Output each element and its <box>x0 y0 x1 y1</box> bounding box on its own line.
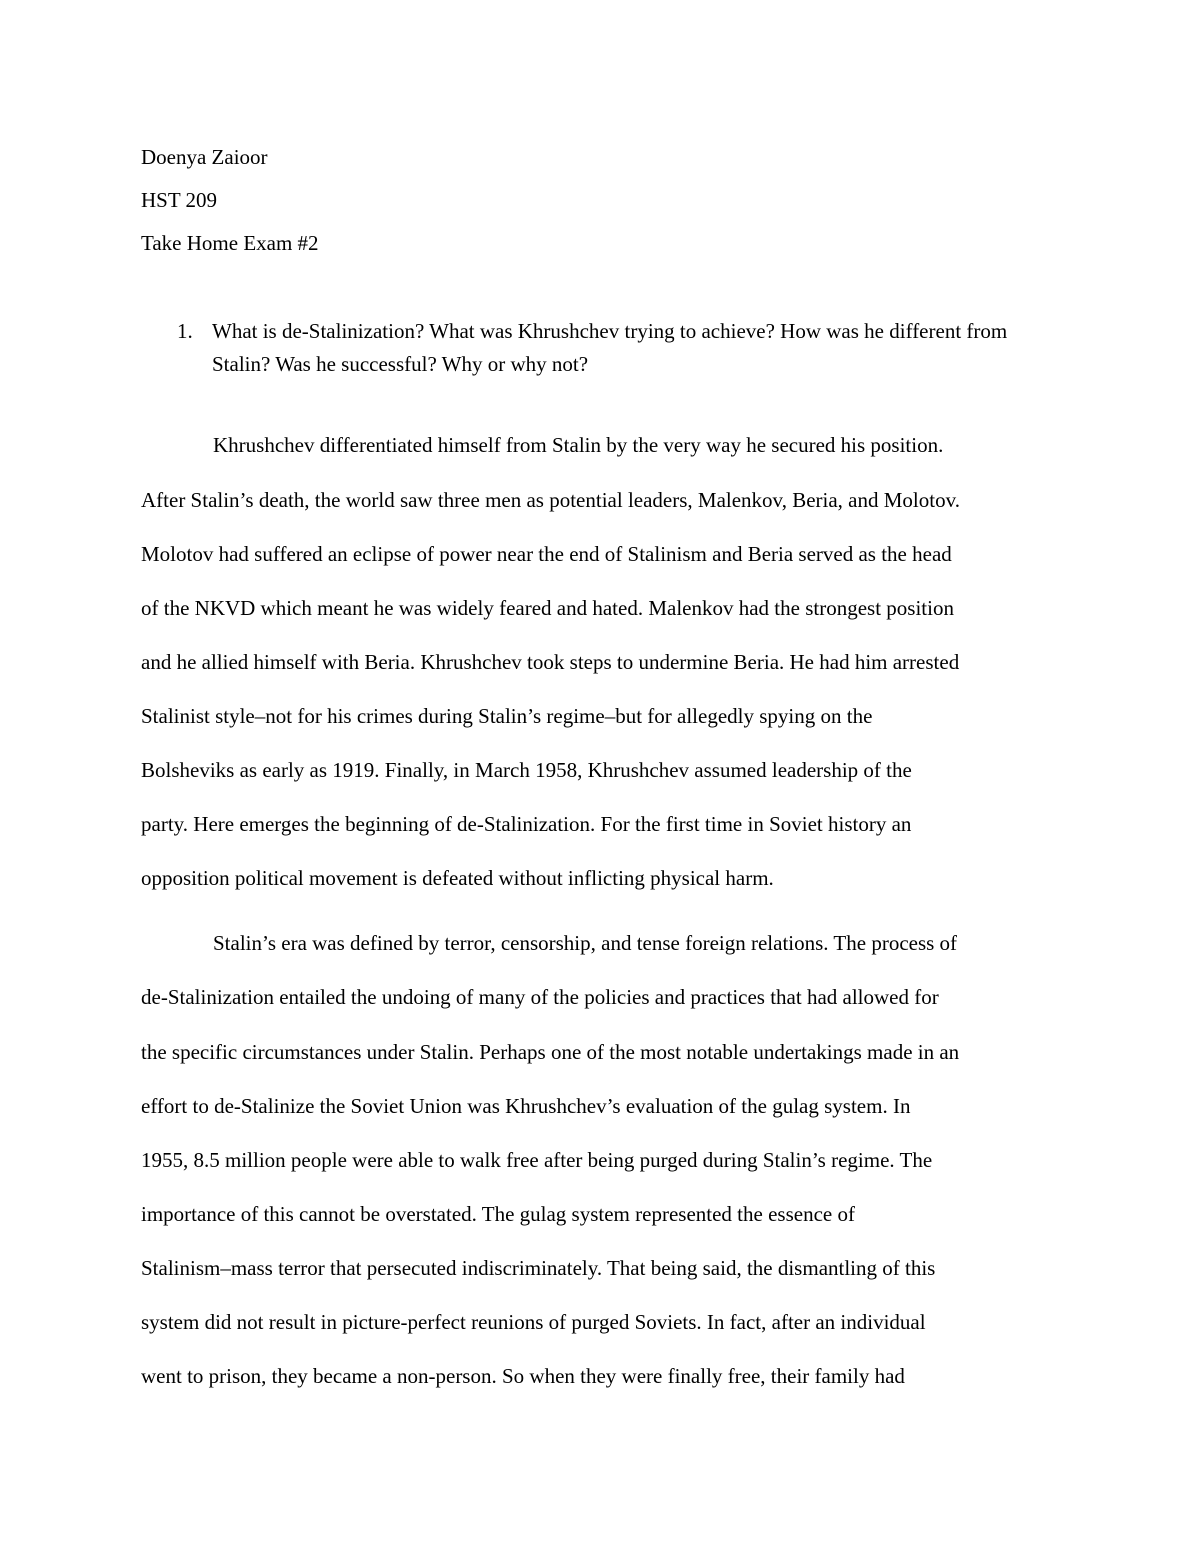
paragraph-line: de-Stalinization entailed the undoing of many of the policies and practices that had allowed for <box>141 985 939 1009</box>
paragraph-line: effort to de-Stalinize the Soviet Union was Khrushchev’s evaluation of the gulag system. In <box>141 1094 911 1118</box>
paragraph-line: the specific circumstances under Stalin. Perhaps one of the most notable undertakings made in an <box>141 1040 960 1064</box>
paragraph-line: Stalinism–mass terror that persecuted indiscriminately. That being said, the dismantling of this <box>141 1256 936 1280</box>
paragraph-line: went to prison, they became a non-person. So when they were finally free, their family had <box>141 1364 905 1388</box>
question-number: 1. <box>177 319 193 343</box>
paragraph-line: and he allied himself with Beria. Khrushchev took steps to undermine Beria. He had him arrested <box>141 650 960 674</box>
paragraph-line: Stalinist style–not for his crimes during Stalin’s regime–but for allegedly spying on the <box>141 704 873 728</box>
paragraph-line: Stalin’s era was defined by terror, censorship, and tense foreign relations. The process of <box>213 931 958 955</box>
paragraph-line: party. Here emerges the beginning of de-Stalinization. For the first time in Soviet history an <box>141 812 912 836</box>
paragraph-line: of the NKVD which meant he was widely feared and hated. Malenkov had the strongest position <box>141 596 954 620</box>
paragraph-line: Khrushchev differentiated himself from Stalin by the very way he secured his position. <box>213 433 944 457</box>
question-text: What is de-Stalinization? What was Khrushchev trying to achieve? How was he different from Stalin? Was he successful? Why or why not? <box>212 319 1008 376</box>
assignment-title: Take Home Exam #2 <box>141 231 319 255</box>
paragraph-line: 1955, 8.5 million people were able to walk free after being purged during Stalin’s regime. The <box>141 1148 933 1172</box>
paragraph-line: opposition political movement is defeated without inflicting physical harm. <box>141 866 774 890</box>
author-name: Doenya Zaioor <box>141 145 268 169</box>
course-code: HST 209 <box>141 188 218 212</box>
paragraph-line: system did not result in picture-perfect reunions of purged Soviets. In fact, after an individual <box>141 1310 926 1334</box>
paragraph-line: Bolsheviks as early as 1919. Finally, in March 1958, Khrushchev assumed leadership of the <box>141 758 912 782</box>
paragraph-line: importance of this cannot be overstated. The gulag system represented the essence of <box>141 1202 855 1226</box>
paragraph-line: Molotov had suffered an eclipse of power near the end of Stalinism and Beria served as the head <box>141 542 952 566</box>
paragraph-line: After Stalin’s death, the world saw three men as potential leaders, Malenkov, Beria, and Molotov. <box>141 488 960 512</box>
